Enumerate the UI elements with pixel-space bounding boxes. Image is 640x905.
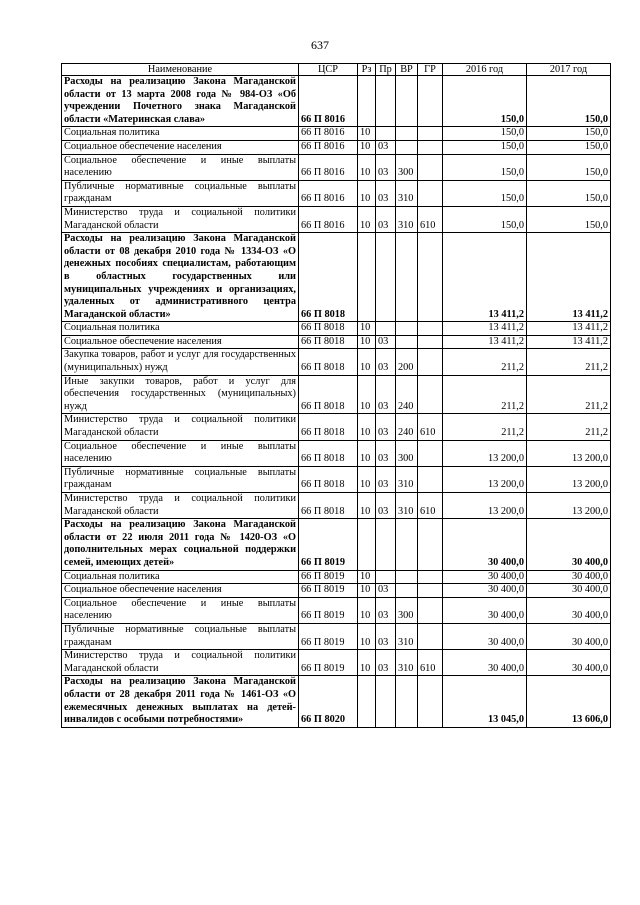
cell-name: Социальное обеспечение населения (62, 335, 299, 349)
cell-2016: 211,2 (443, 414, 527, 440)
cell-2016: 150,0 (443, 127, 527, 141)
table-row (62, 493, 611, 519)
cell-name: Социальная политика (62, 127, 299, 141)
table-row (62, 584, 611, 598)
header-name: Наименование (62, 64, 299, 76)
cell-pr: 03 (376, 623, 396, 649)
cell-name: Министерство труда и социальной политики Магаданской области (62, 414, 299, 440)
cell-2017: 30 400,0 (527, 650, 611, 676)
cell-pr: 03 (376, 206, 396, 232)
cell-csr: 66 П 8016 (299, 140, 358, 154)
cell-2016: 13 411,2 (443, 233, 527, 322)
cell-pr: 03 (376, 597, 396, 623)
cell-name: Иные закупки товаров, работ и услуг для обеспечения государственных (муниципальных) нужд (62, 375, 299, 414)
table-row (62, 623, 611, 649)
cell-vr: 310 (396, 206, 418, 232)
header-csr: ЦСР (299, 64, 358, 76)
cell-2016: 13 200,0 (443, 493, 527, 519)
cell-vr (396, 519, 418, 570)
cell-2016: 30 400,0 (443, 584, 527, 598)
cell-name: Расходы на реализацию Закона Магаданской области от 13 марта 2008 года № 984-ОЗ «Об учреждении Почетного знака Магаданской области «Материнская слава» (62, 76, 299, 127)
cell-name: Расходы на реализацию Закона Магаданской области от 22 июля 2011 года № 1420-ОЗ «О дополнительных мерах социальной поддержки семей, имеющих детей» (62, 519, 299, 570)
cell-vr: 200 (396, 349, 418, 375)
cell-csr: 66 П 8019 (299, 570, 358, 584)
cell-2017: 150,0 (527, 180, 611, 206)
cell-name: Социальное обеспечение населения (62, 584, 299, 598)
cell-csr: 66 П 8019 (299, 597, 358, 623)
cell-pr: 03 (376, 335, 396, 349)
cell-vr: 240 (396, 375, 418, 414)
cell-pr (376, 233, 396, 322)
cell-rz: 10 (358, 322, 376, 336)
cell-pr: 03 (376, 180, 396, 206)
cell-vr: 310 (396, 180, 418, 206)
cell-csr: 66 П 8018 (299, 375, 358, 414)
cell-gr (418, 335, 443, 349)
cell-vr: 310 (396, 493, 418, 519)
table-row (62, 597, 611, 623)
cell-name: Расходы на реализацию Закона Магаданской области от 08 декабря 2010 года № 1334-ОЗ «О денежных пособиях специалистам, работающим в областных государственных или муниципальных учреждениях и организациях, удаленных от административного центра Магаданской области» (62, 233, 299, 322)
cell-vr (396, 676, 418, 727)
cell-rz (358, 519, 376, 570)
cell-rz: 10 (358, 493, 376, 519)
cell-2016: 150,0 (443, 154, 527, 180)
cell-csr: 66 П 8018 (299, 233, 358, 322)
page-number: 637 (311, 38, 329, 52)
cell-gr (418, 154, 443, 180)
cell-name: Социальная политика (62, 570, 299, 584)
cell-rz: 10 (358, 414, 376, 440)
cell-gr (418, 140, 443, 154)
cell-2017: 30 400,0 (527, 623, 611, 649)
cell-pr: 03 (376, 375, 396, 414)
table-row (62, 676, 611, 727)
table-row (62, 519, 611, 570)
cell-2016: 13 200,0 (443, 440, 527, 466)
cell-gr (418, 322, 443, 336)
cell-csr: 66 П 8016 (299, 127, 358, 141)
cell-vr: 240 (396, 414, 418, 440)
cell-csr: 66 П 8019 (299, 519, 358, 570)
header-2017: 2017 год (527, 64, 611, 76)
cell-csr: 66 П 8018 (299, 466, 358, 492)
cell-csr: 66 П 8018 (299, 493, 358, 519)
cell-pr: 03 (376, 466, 396, 492)
cell-2017: 211,2 (527, 414, 611, 440)
cell-vr (396, 570, 418, 584)
cell-pr (376, 519, 396, 570)
cell-vr: 300 (396, 154, 418, 180)
table-row (62, 349, 611, 375)
cell-vr (396, 140, 418, 154)
cell-rz: 10 (358, 375, 376, 414)
cell-rz (358, 76, 376, 127)
cell-name: Публичные нормативные социальные выплаты гражданам (62, 623, 299, 649)
cell-2016: 150,0 (443, 206, 527, 232)
cell-vr: 300 (396, 440, 418, 466)
table-row (62, 335, 611, 349)
cell-csr: 66 П 8020 (299, 676, 358, 727)
cell-name: Министерство труда и социальной политики Магаданской области (62, 650, 299, 676)
cell-2016: 30 400,0 (443, 650, 527, 676)
table-row (62, 140, 611, 154)
cell-2017: 30 400,0 (527, 584, 611, 598)
cell-gr (418, 180, 443, 206)
cell-2017: 13 200,0 (527, 493, 611, 519)
cell-2017: 30 400,0 (527, 570, 611, 584)
cell-rz: 10 (358, 623, 376, 649)
cell-rz: 10 (358, 140, 376, 154)
cell-pr: 03 (376, 349, 396, 375)
cell-rz: 10 (358, 597, 376, 623)
cell-2016: 211,2 (443, 375, 527, 414)
cell-2016: 30 400,0 (443, 623, 527, 649)
table-row (62, 206, 611, 232)
cell-csr: 66 П 8018 (299, 322, 358, 336)
cell-pr: 03 (376, 154, 396, 180)
cell-pr: 03 (376, 650, 396, 676)
cell-gr: 610 (418, 493, 443, 519)
cell-pr (376, 76, 396, 127)
cell-csr: 66 П 8019 (299, 650, 358, 676)
cell-gr (418, 349, 443, 375)
cell-csr: 66 П 8018 (299, 414, 358, 440)
table-row (62, 180, 611, 206)
cell-rz: 10 (358, 154, 376, 180)
cell-gr: 610 (418, 414, 443, 440)
cell-rz: 10 (358, 127, 376, 141)
cell-name: Социальное обеспечение и иные выплаты населению (62, 440, 299, 466)
cell-gr (418, 570, 443, 584)
table-row (62, 375, 611, 414)
cell-name: Социальная политика (62, 322, 299, 336)
cell-2016: 13 411,2 (443, 335, 527, 349)
header-pr: Пр (376, 64, 396, 76)
cell-gr (418, 623, 443, 649)
cell-name: Министерство труда и социальной политики Магаданской области (62, 493, 299, 519)
cell-gr: 610 (418, 650, 443, 676)
cell-pr (376, 570, 396, 584)
cell-rz: 10 (358, 349, 376, 375)
table-row (62, 154, 611, 180)
table-row (62, 650, 611, 676)
header-gr: ГР (418, 64, 443, 76)
table-row (62, 233, 611, 322)
cell-csr: 66 П 8018 (299, 335, 358, 349)
cell-2017: 13 606,0 (527, 676, 611, 727)
cell-2017: 13 411,2 (527, 233, 611, 322)
cell-csr: 66 П 8016 (299, 76, 358, 127)
cell-rz: 10 (358, 570, 376, 584)
cell-name: Расходы на реализацию Закона Магаданской области от 28 декабря 2011 года № 1461-ОЗ «О ежемесячных денежных выплатах на детей-инвалидов с особыми потребностями» (62, 676, 299, 727)
table-header-row (62, 64, 611, 76)
cell-vr: 300 (396, 597, 418, 623)
cell-2016: 30 400,0 (443, 570, 527, 584)
cell-csr: 66 П 8016 (299, 180, 358, 206)
cell-name: Социальное обеспечение и иные выплаты населению (62, 597, 299, 623)
header-2016: 2016 год (443, 64, 527, 76)
table-row (62, 440, 611, 466)
cell-name: Публичные нормативные социальные выплаты гражданам (62, 180, 299, 206)
cell-pr: 03 (376, 584, 396, 598)
cell-rz: 10 (358, 584, 376, 598)
cell-2016: 13 411,2 (443, 322, 527, 336)
cell-2017: 211,2 (527, 375, 611, 414)
cell-2016: 30 400,0 (443, 597, 527, 623)
cell-csr: 66 П 8016 (299, 154, 358, 180)
cell-pr: 03 (376, 493, 396, 519)
cell-rz: 10 (358, 650, 376, 676)
cell-rz: 10 (358, 440, 376, 466)
cell-pr (376, 322, 396, 336)
cell-gr: 610 (418, 206, 443, 232)
cell-2016: 150,0 (443, 140, 527, 154)
cell-name: Социальное обеспечение населения (62, 140, 299, 154)
table-row (62, 322, 611, 336)
cell-gr (418, 233, 443, 322)
cell-pr (376, 127, 396, 141)
cell-gr (418, 584, 443, 598)
cell-2016: 150,0 (443, 180, 527, 206)
cell-csr: 66 П 8018 (299, 349, 358, 375)
cell-gr (418, 127, 443, 141)
cell-vr: 310 (396, 623, 418, 649)
cell-gr (418, 76, 443, 127)
table-row (62, 414, 611, 440)
cell-vr: 310 (396, 650, 418, 676)
cell-name: Социальное обеспечение и иные выплаты населению (62, 154, 299, 180)
cell-2017: 150,0 (527, 76, 611, 127)
cell-gr (418, 440, 443, 466)
cell-2017: 13 411,2 (527, 335, 611, 349)
cell-vr: 310 (396, 466, 418, 492)
cell-2017: 150,0 (527, 140, 611, 154)
table-row (62, 76, 611, 127)
cell-csr: 66 П 8019 (299, 584, 358, 598)
cell-2016: 13 045,0 (443, 676, 527, 727)
cell-rz: 10 (358, 466, 376, 492)
cell-rz (358, 233, 376, 322)
cell-pr: 03 (376, 140, 396, 154)
cell-2017: 13 200,0 (527, 440, 611, 466)
cell-vr (396, 233, 418, 322)
cell-gr (418, 466, 443, 492)
cell-csr: 66 П 8019 (299, 623, 358, 649)
header-vr: ВР (396, 64, 418, 76)
cell-csr: 66 П 8018 (299, 440, 358, 466)
budget-table (61, 63, 611, 728)
cell-name: Публичные нормативные социальные выплаты гражданам (62, 466, 299, 492)
cell-2016: 13 200,0 (443, 466, 527, 492)
table-row (62, 570, 611, 584)
header-rz: Рз (358, 64, 376, 76)
cell-2017: 150,0 (527, 206, 611, 232)
cell-rz: 10 (358, 335, 376, 349)
cell-2016: 30 400,0 (443, 519, 527, 570)
cell-2016: 211,2 (443, 349, 527, 375)
cell-2017: 30 400,0 (527, 597, 611, 623)
cell-rz: 10 (358, 206, 376, 232)
cell-pr: 03 (376, 440, 396, 466)
cell-pr: 03 (376, 414, 396, 440)
cell-2017: 30 400,0 (527, 519, 611, 570)
cell-2017: 150,0 (527, 127, 611, 141)
cell-2017: 150,0 (527, 154, 611, 180)
cell-vr (396, 127, 418, 141)
cell-vr (396, 584, 418, 598)
cell-gr (418, 375, 443, 414)
cell-pr (376, 676, 396, 727)
table-row (62, 466, 611, 492)
cell-vr (396, 76, 418, 127)
cell-2016: 150,0 (443, 76, 527, 127)
cell-gr (418, 597, 443, 623)
cell-gr (418, 519, 443, 570)
cell-name: Закупка товаров, работ и услуг для государственных (муниципальных) нужд (62, 349, 299, 375)
table-row (62, 127, 611, 141)
table-body (62, 76, 611, 728)
cell-vr (396, 322, 418, 336)
cell-2017: 13 411,2 (527, 322, 611, 336)
cell-gr (418, 676, 443, 727)
cell-name: Министерство труда и социальной политики Магаданской области (62, 206, 299, 232)
cell-rz: 10 (358, 180, 376, 206)
cell-csr: 66 П 8016 (299, 206, 358, 232)
cell-vr (396, 335, 418, 349)
cell-rz (358, 676, 376, 727)
cell-2017: 13 200,0 (527, 466, 611, 492)
cell-2017: 211,2 (527, 349, 611, 375)
